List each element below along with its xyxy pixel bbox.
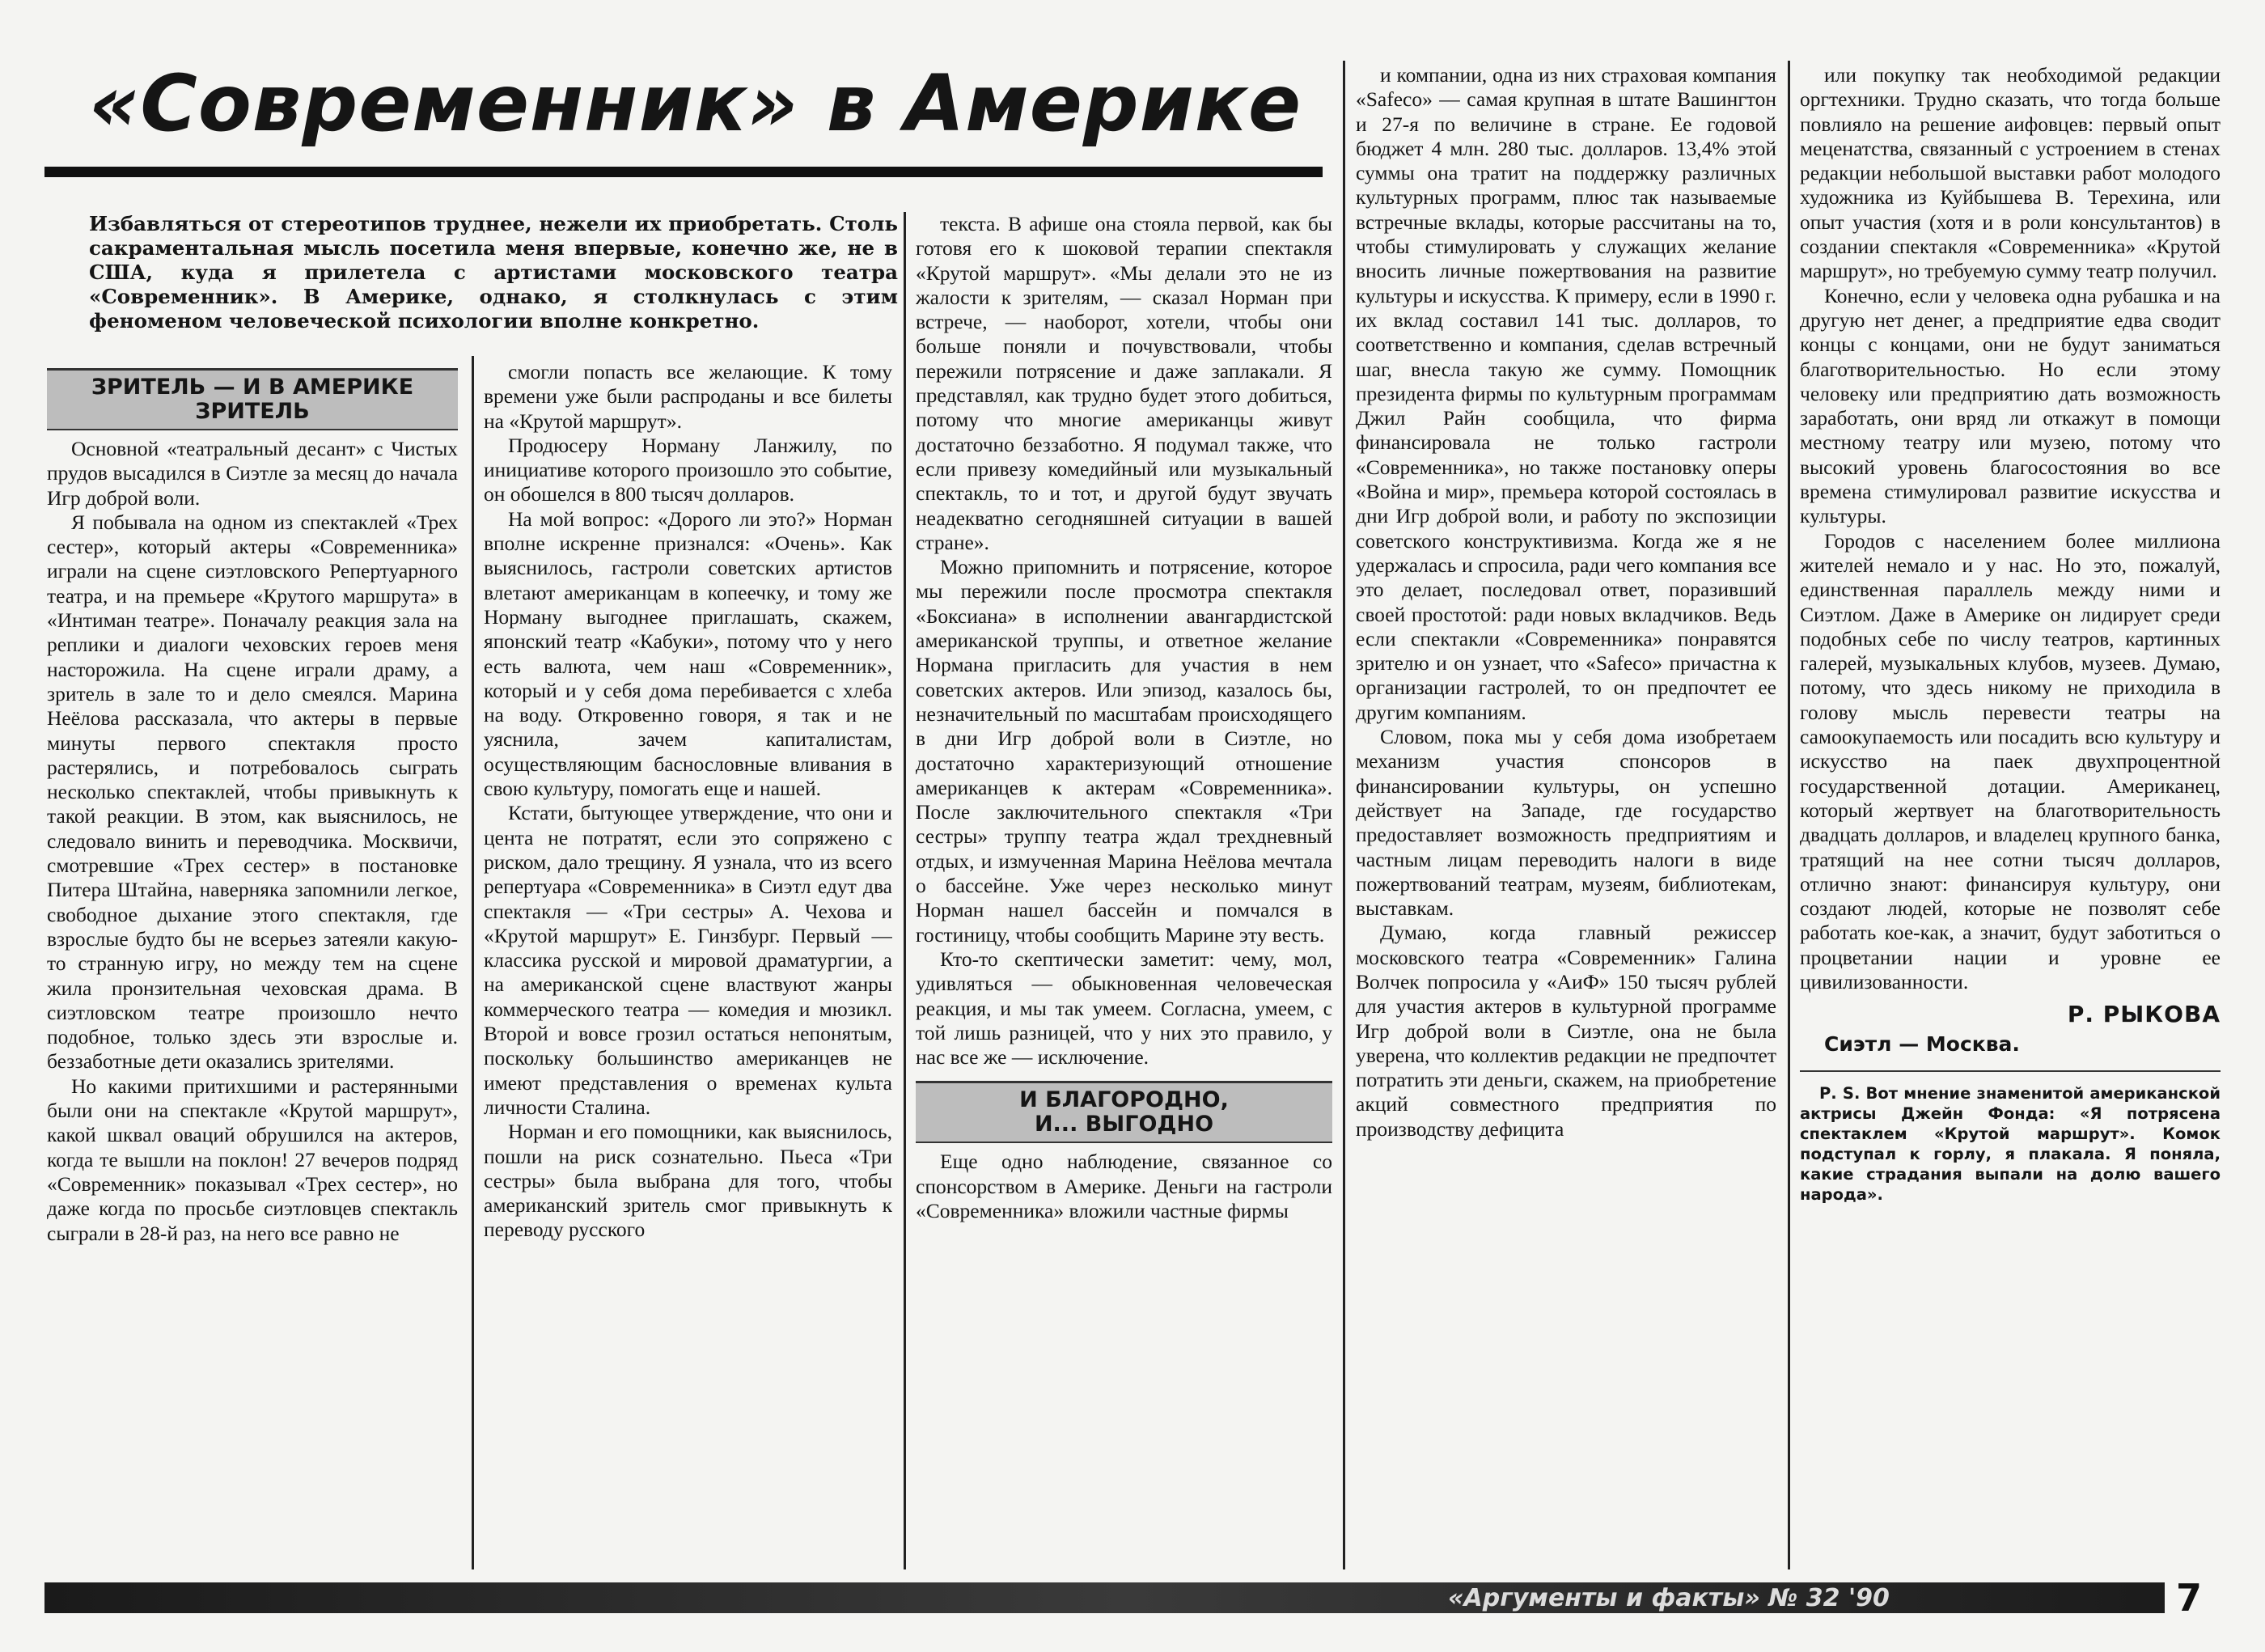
paragraph: Норман и его помощники, как выяснилось, пошли на риск сознательно. Пьеса «Три сестры» была выбрана для того, чтобы американский зритель смог привыкнуть к переводу русского — [484, 1120, 892, 1242]
headline: «Современник» в Америке — [89, 58, 1302, 149]
subhead-line: ЗРИТЕЛЬ — [195, 399, 310, 424]
subhead-viewer — [47, 368, 458, 430]
paragraph: Еще одно наблюдение, связанное со спонсорством в Америке. Деньги на гастроли «Современника» вложили частные фирмы — [916, 1150, 1332, 1222]
paragraph: смогли попасть все желающие. К тому времени уже были распроданы и все билеты на «Крутой маршрут». — [484, 360, 892, 433]
column-3 — [916, 212, 1332, 1569]
page-number: 7 — [2165, 1578, 2213, 1618]
column-5 — [1800, 63, 2221, 1569]
paragraph: Городов с населением более миллиона жителей немало и у нас. Но это, пожалуй, единственная параллель между ними и Сиэтлом. Даже в Америке он лидирует среди подобных себе по числу театров, картинных галерей, музыкальных клубов, музеев. Думаю, потому, что здесь никому не приходила в голову мысль перевести театры на самоокупаемость или посадить всю культуру и искусство на паек двухпроцентной государственной дотации. Американец, который жертвует на благотворительность двадцать долларов, и владелец крупного банка, тратящий на нее сотни тысяч долларов, отлично знают: финансируя культуру, они создают людей, которые не позволят себе работать кое-как, а значит, будут заботиться о процветании нации и уровне ее цивилизованности. — [1800, 528, 2221, 993]
author-signature: Р. РЫКОВА — [2067, 1001, 2221, 1028]
postscript — [1800, 1083, 2221, 1205]
column-rule — [472, 356, 474, 1569]
subhead-line: И... ВЫГОДНО — [1034, 1112, 1214, 1137]
subhead-line: ЗРИТЕЛЬ — И В АМЕРИКЕ — [91, 375, 414, 400]
postscript-rule — [1800, 1070, 2221, 1072]
column-rule — [1343, 61, 1345, 1569]
paragraph: или покупку так необходимой редакции оргтехники. Трудно сказать, что тогда больше повлияло на решение аифовцев: первый опыт меценатства, связанный с устроением в стенах редакции небольшой выставки работ молодого художника из Куйбышева В. Терехина, или опыт участия (хотя и в роли консультантов) в создании спектакля «Современника» «Крутой маршрут», но требуемую сумму театр получил. — [1800, 63, 2221, 283]
column-4 — [1356, 63, 1776, 1569]
paragraph: Основной «театральный десант» с Чистых прудов высадился в Сиэтле за месяц до начала Игр доброй воли. — [47, 437, 458, 510]
postscript-text: Р. S. Вот мнение знаменитой американской актрисы Джейн Фонда: «Я потрясена спектаклем «Крутой маршрут». Комок подступал к горлу, я плакала. Я поняла, какие страдания выпали на долю вашего народа». — [1800, 1084, 2221, 1205]
paragraph: Кстати, бытующее утверждение, что они и цента не потратят, если это сопряжено с риском, дало трещину. Я узнала, что из всего репертуара «Современника» в Сиэтл едут два спектакля — «Три сестры» А. Чехова и «Крутой маршрут» Е. Гинзбург. Первый — классика русской и мировой драматургии, а на американской сцене властвуют жанры коммерческого театра — комедия и мюзикл. Второй и вовсе грозил остаться непонятым, поскольку большинство американцев не имеют представления о временах культа личности Сталина. — [484, 801, 892, 1119]
paragraph: На мой вопрос: «Дорого ли это?» Норман вполне искренне признался: «Очень». Как выяснилось, гастроли советских артистов влетают американцам в копеечку, и тому же Норману выгоднее приглашать, скажем, японский театр «Кабуки», потому что у него есть валюта, чем наш «Современник», который и у себя дома перебивается с хлеба на воду. Откровенно говоря, я так и не уяснила, зачем капиталистам, осуществляющим баснословные вливания в свою культуру, помогать еще и нашей. — [484, 506, 892, 801]
lead-paragraph: Избавляться от стереотипов труднее, нежели их приобретать. Столь сакраментальная мысль посетила меня впервые, конечно же, не в США, куда я прилетела с артистами московского театра «Современник». В Америке, однако, я столкнулась с этим феноменом человеческой психологии вполне конкретно. — [89, 212, 898, 333]
paragraph: текста. В афише она стояла первой, как бы готовя его к шоковой терапии спектакля «Крутой маршрут». «Мы делали это не из жалости к зрителям, — сказал Норман при встрече, — наоборот, хотели, чтобы они больше поняли и почувствовали, чтобы пережили потрясение и даже заплакали. Я представлял, как трудно будет этого добиться, потому что многие американцы живут достаточно беззаботно. Я подумал также, что если привезу комедийный или музыкальный спектакль, то и тот, и другой будут звучать неадекватно сегодняшней ситуации в вашей стране». — [916, 212, 1332, 554]
paragraph: Словом, пока мы у себя дома изобретаем механизм участия спонсоров в финансировании культуры, он успешно действует на Западе, где государство предоставляет возможность предприятиям и частным лицам переводить налоги в виде пожертвований театрам, музеям, библиотекам, выставкам. — [1356, 725, 1776, 921]
paragraph: Можно припомнить и потрясение, которое мы пережили после просмотра спектакля «Боксиана» в исполнении авангардистской американской труппы, и ответное желание Нормана пригласить для участия в нем советских актеров. Или эпизод, казалось бы, незначительный по масштабам происходящего в дни Игр доброй воли в Сиэтле, но достаточно характеризующий отношение американцев к актерам «Современника». После заключительного спектакля «Три сестры» труппу театра ждал трехдневный отдых, и измученная Марина Неёлова мечтала о бассейне. Уже через несколько минут Норман нашел бассейн и помчался в гостиницу, чтобы сообщить Марине эту весть. — [916, 555, 1332, 947]
headline-rule — [44, 167, 1323, 177]
dateline: Сиэтл — Москва. — [1824, 1032, 2020, 1057]
paragraph: Думаю, когда главный режиссер московского театра «Современник» Галина Волчек попросила у «АиФ» 150 тысяч рублей для участия актеров в культурной программе Игр доброй воли в Сиэтле, она не была уверена, что коллектив редакции не предпочтет потратить эти деньги, скажем, на приобретение акций совместного предприятия по производству дефицита — [1356, 921, 1776, 1141]
paragraph: Я побывала на одном из спектаклей «Трех сестер», который актеры «Современника» играли на сцене сиэтловского Репертуарного театра, и на премьере «Крутого маршрута» в «Интиман театре». Поначалу реакция зала на реплики и диалоги чеховских героев меня насторожила. На сцене играли драму, а зритель в зале то и дело смеялся. Марина Неёлова рассказала, что актеры в первые минуты первого спектакля просто растерялись, и потребовалось сыграть несколько спектаклей, чтобы привыкнуть к такой реакции. В этом, как выяснилось, не следовало винить и переводчика. Москвичи, смотревшие «Трех сестер» в постановке Питера Штайна, наверняка запомнили легкое, свободное дыхание этого спектакля, где взрослые будто бы не всерьез затеяли какую-то странную игру, но между тем на сцене жила пронзительная чеховская драма. В сиэтловском театре произошло нечто подобное, только здесь эти взрослые и. беззаботные дети оказались зрителями. — [47, 510, 458, 1074]
paragraph: Продюсеру Норману Ланжилу, по инициативе которого произошло это событие, он обошелся в 800 тысяч долларов. — [484, 433, 892, 506]
column-2 — [484, 360, 892, 1569]
paragraph: Кто-то скептически заметит: чему, мол, удивляться — обыкновенная человеческая реакция, и мы так умеем. Согласна, умеем, с той лишь разницей, что у них это правило, у нас все же — исключение. — [916, 947, 1332, 1070]
column-rule — [1788, 61, 1790, 1569]
subhead-noble — [916, 1081, 1332, 1143]
subhead-line: И БЛАГОРОДНО, — [1019, 1087, 1229, 1113]
column-rule — [904, 212, 906, 1569]
column-1 — [47, 368, 458, 1569]
paragraph: Но какими притихшими и растерянными были они на спектакле «Крутой маршрут», какой шквал оваций обрушился на актеров, когда те вышли на поклон! 27 вечеров подряд «Современник» показывал «Трех сестер», но даже когда по просьбе сиэтловцев спектакль сыграли в 28-й раз, на него все равно не — [47, 1074, 458, 1245]
paragraph: Конечно, если у человека одна рубашка и на другую нет денег, а предприятие едва сводит концы с концами, они не будут заниматься благотворительностью. Но если этому человеку или предприятию дать возможность заработать, они вряд ли откажут в помощи местному театру или музею, потому что высокий уровень благосостояния во все времена стимулировал развитие искусства и культуры. — [1800, 283, 2221, 528]
publication-name: «Аргументы и факты» № 32 '90 — [1448, 1584, 1890, 1612]
paragraph: и компании, одна из них страховая компания «Safeco» — самая крупная в штате Вашингтон и 27-я по величине в стране. Ее годовой бюджет 4 млн. 280 тыс. долларов. 13,4% этой суммы она тратит на поддержку различных культурных программ, плюс так называемые встречные вклады, которые рассчитаны на то, чтобы стимулировать у служащих желание вносить личные пожертвования на развитие культуры и искусства. К примеру, если в 1990 г. их вклад составил 141 тыс. долларов, то соответственно и компания, сделав встречный шаг, внесла такую же сумму. Помощник президента фирмы по культурным программам Джил Райн сообщила, что фирма финансировала не только гастроли «Современника», но также постановку оперы «Война и мир», премьера которой состоялась в дни Игр доброй воли, и работу по экспозиции советского конструктивизма. Когда же я не удержалась и спросила, ради чего компания все это делает, последовал ответ, поразивший своей простотой: ради новых вкладчиков. Ведь если спектакли «Современника» понравятся зрителю и он узнает, что «Safeco» причастна к организации гастролей, то он предпочтет ее другим компаниям. — [1356, 63, 1776, 724]
